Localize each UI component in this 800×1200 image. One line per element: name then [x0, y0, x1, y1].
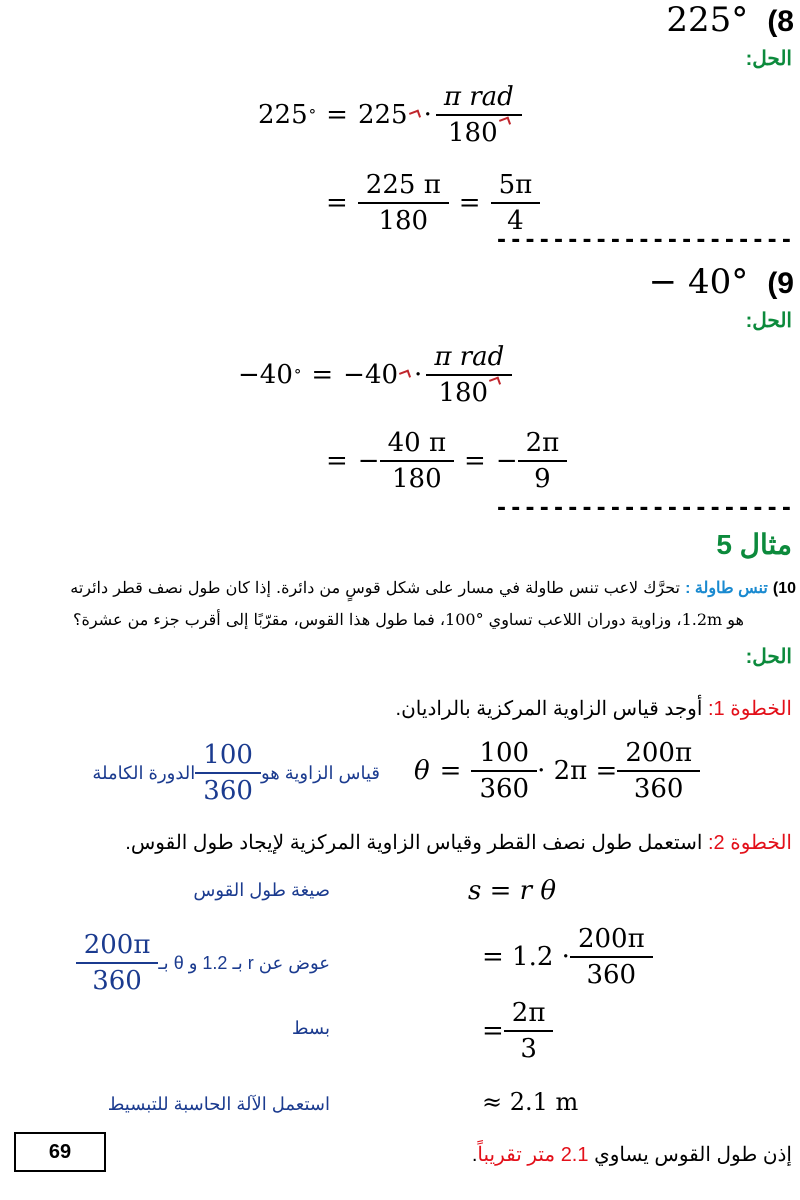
p8-l2-num2: 5π	[498, 170, 533, 200]
eq1-mid: · 2π =	[537, 756, 618, 786]
red-mark-icon	[489, 377, 501, 388]
row-2-equation	[482, 924, 653, 990]
p9-l2-num1: 40 π	[387, 428, 447, 458]
question-topic: تنس طاولة :	[685, 580, 768, 597]
problem-9-angle: − 40°	[648, 262, 749, 302]
p9-l2-den1: 180	[380, 460, 454, 494]
question-text-1: تحرَّك لاعب تنس طاولة في مسار على شكل قوسٍ من دائرة. إذا كان طول نصف قطر دائرته	[70, 578, 680, 597]
p8-l2-den1: 180	[358, 202, 449, 236]
p8-l1-den: 180	[447, 118, 498, 148]
eq1-num2: 200π	[625, 738, 693, 768]
conclusion-pre: إذن طول القوس يساوي	[594, 1144, 792, 1166]
problem-8-angle: 225°	[666, 0, 749, 40]
example-solution-label: الحل:	[745, 646, 792, 668]
problem-9-line-2: = − $\frac{40 \pi}{180}$ = − $\frac{2\pi}{9}$	[316, 428, 567, 494]
row-3-num: 2π	[511, 998, 546, 1028]
step-1-note-den: 360	[195, 772, 261, 806]
problem-9-line-1: −40 ° = −40 · $\frac{\text{π rad}}{180}$	[238, 342, 512, 408]
step-1-note-pre: قياس الزاوية هو	[260, 762, 380, 783]
question-line-1	[70, 578, 796, 598]
question-text-2: هو 1.2m، وزاوية دوران اللاعب تساوي °100، فما طول هذا القوس، مقرّبًا إلى أقرب جزء من عشرة؟	[72, 610, 744, 629]
p8-l2-den2: 4	[491, 202, 541, 236]
eq1-num1: 100	[479, 738, 530, 768]
page-number: 69	[48, 1140, 72, 1163]
row-2-den: 360	[570, 956, 653, 990]
p8-l2-num1: 225 π	[365, 170, 441, 200]
problem-8-number: (8	[767, 5, 794, 38]
red-mark-icon	[499, 117, 511, 128]
p9-l2-num2: 2π	[525, 428, 560, 458]
problem-8-header	[666, 0, 794, 40]
eq1-den1: 360	[471, 770, 537, 804]
step-2	[125, 830, 792, 855]
separator-2: ---------------------	[494, 496, 794, 521]
row-2-note-text: عوض عن r بـ 1.2 و θ بـ	[158, 952, 330, 973]
step-1-text: أوجد قياس الزاوية المركزية بالراديان.	[395, 698, 703, 720]
example-title: مثال 5	[716, 529, 792, 560]
row-1-equation	[468, 876, 556, 906]
row-3-den: 3	[504, 1030, 554, 1064]
eq1-den2: 360	[617, 770, 700, 804]
row-2-num: 200π	[577, 924, 645, 954]
p9-l1-num: π rad	[434, 342, 505, 372]
row-1-note: صيغة طول القوس	[193, 880, 330, 900]
row-4-equation: ≈ 2.1 m	[482, 1088, 579, 1116]
step-2-text: استعمل طول نصف القطر وقياس الزاوية المركزية لإيجاد طول القوس.	[125, 832, 703, 854]
row-3-equation: = $\frac{2\pi}{3}$	[482, 998, 553, 1064]
row-2-eq-pre: = 1.2 ·	[482, 942, 570, 972]
conclusion	[472, 1142, 792, 1167]
red-mark-icon	[399, 370, 411, 381]
conclusion-end: .	[471, 1144, 478, 1166]
step-1	[396, 696, 792, 721]
theta-symbol: θ	[414, 756, 430, 786]
p9-l1-den: 180	[438, 378, 489, 408]
question-number: 10)	[772, 580, 796, 597]
step-1-note	[92, 740, 380, 806]
p8-l1-num: π rad	[443, 82, 514, 112]
problem-8-solution-label: الحل:	[745, 48, 792, 70]
row-3-note: بسط	[291, 1018, 330, 1038]
p9-l1-left: −40	[238, 360, 293, 390]
row-2-note-den: 360	[76, 962, 159, 996]
separator-1: ---------------------	[494, 228, 794, 253]
page-number-box	[14, 1132, 106, 1172]
p8-l1-left: 225	[258, 100, 308, 130]
problem-9-number: (9	[767, 267, 794, 300]
step-2-label: الخطوة 2:	[707, 832, 792, 854]
row-2-note-num: 200π	[83, 930, 151, 960]
p9-l1-mid: −40	[343, 360, 399, 390]
conclusion-value: 2.1 متر تقريباً	[477, 1144, 589, 1166]
red-mark-icon	[409, 110, 421, 121]
problem-8-line-2: = $\frac{225 \pi}{180}$ = $\frac{5\pi}{4}$	[316, 170, 540, 236]
problem-9-solution-label: الحل:	[745, 310, 792, 332]
problem-8-line-1: 225 ° = 225 · $\frac{\text{π rad}}{180}$	[258, 82, 522, 148]
row-4-note: استعمل الآلة الحاسبة للتبسيط	[107, 1094, 330, 1114]
p8-l1-mid: 225	[357, 100, 408, 130]
step-1-note-post: الدورة الكاملة	[92, 762, 196, 783]
step-1-label: الخطوة 1:	[707, 698, 792, 720]
row-2-note	[76, 930, 330, 996]
row-1-eq: s = r θ	[468, 876, 557, 906]
problem-9-header	[649, 262, 794, 302]
step-1-note-num: 100	[203, 740, 253, 770]
p9-l2-den2: 9	[518, 460, 568, 494]
step-1-equation: θ = $\frac{100}{360}$ · 2π = $\frac{200\pi}{360}$	[414, 738, 700, 804]
